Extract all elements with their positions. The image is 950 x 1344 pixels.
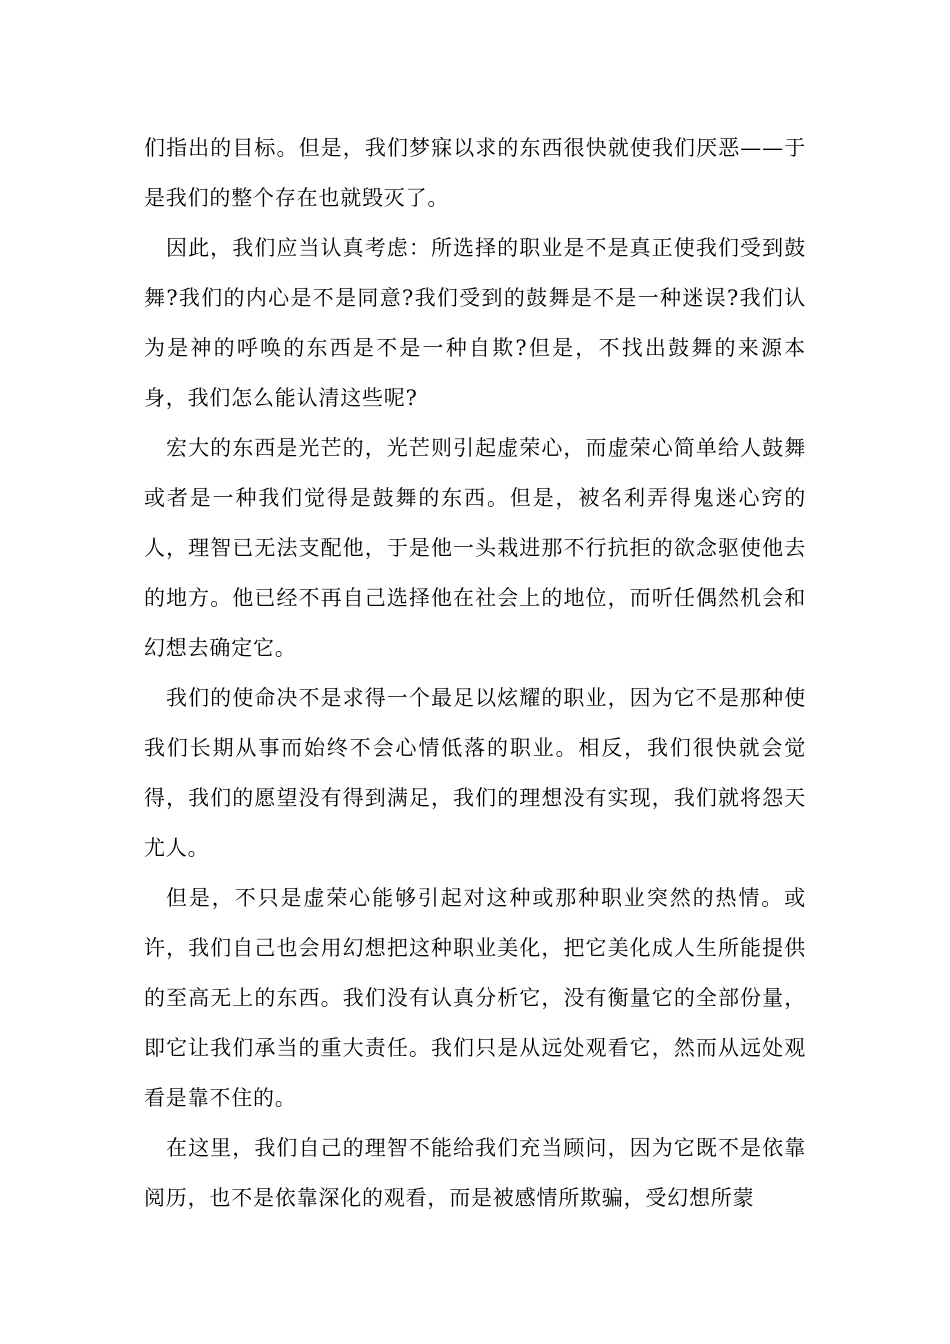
paragraph-1: 们指出的目标。但是，我们梦寐以求的东西很快就使我们厌恶——于是我们的整个存在也就毁灭了。 <box>144 136 806 210</box>
paragraph-5: 但是，不只是虚荣心能够引起对这种或那种职业突然的热情。或许，我们自己也会用幻想把这种职业美化，把它美化成人生所能提供的至高无上的东西。我们没有认真分析它，没有衡量它的全部份量，即它让我们承当的重大责任。我们只是从远处观看它，然而从远处观看是靠不住的。 <box>144 886 806 1110</box>
paragraph-4: 我们的使命决不是求得一个最足以炫耀的职业，因为它不是那种使我们长期从事而始终不会心情低落的职业。相反，我们很快就会觉得，我们的愿望没有得到满足，我们的理想没有实现，我们就将怨天尤人。 <box>144 686 806 860</box>
paragraph-3: 宏大的东西是光芒的，光芒则引起虚荣心，而虚荣心简单给人鼓舞或者是一种我们觉得是鼓舞的东西。但是，被名利弄得鬼迷心窍的人，理智已无法支配他，于是他一头栽进那不行抗拒的欲念驱使他去的地方。他已经不再自己选择他在社会上的地位，而听任偶然机会和幻想去确定它。 <box>144 436 806 660</box>
paragraph-2: 因此，我们应当认真考虑：所选择的职业是不是真正使我们受到鼓舞?我们的内心是不是同意?我们受到的鼓舞是不是一种迷误?我们认为是神的呼唤的东西是不是一种自欺?但是，不找出鼓舞的来源本身，我们怎么能认清这些呢? <box>144 236 806 410</box>
document-page <box>144 123 806 1223</box>
paragraph-6: 在这里，我们自己的理智不能给我们充当顾问，因为它既不是依靠阅历，也不是依靠深化的观看，而是被感情所欺骗，受幻想所蒙 <box>144 1136 806 1210</box>
